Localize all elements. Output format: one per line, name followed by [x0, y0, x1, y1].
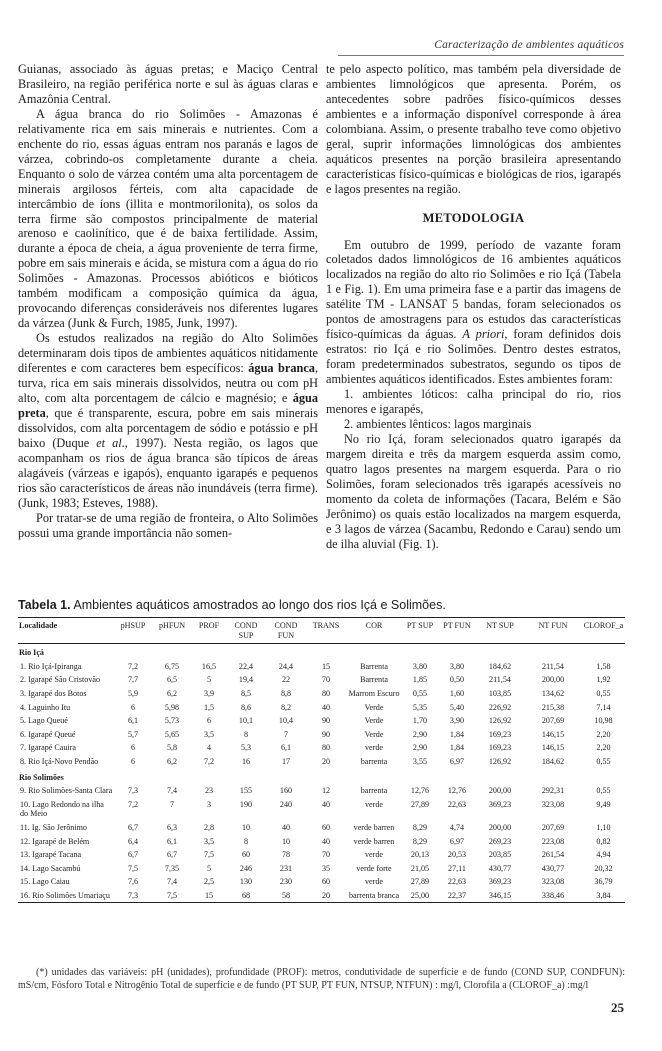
- table-cell: 25,00: [410, 890, 430, 900]
- right-column: [326, 62, 621, 552]
- table-row: [18, 755, 625, 769]
- table-cell: 20: [321, 890, 331, 900]
- table-cell: 4: [206, 743, 212, 753]
- table-cell: 169,23: [488, 743, 512, 753]
- table-cell: 2,5: [203, 877, 215, 887]
- table-cell: 7,4: [166, 877, 178, 887]
- table-cell: 6,7: [127, 822, 139, 832]
- table-cell: verde: [365, 799, 383, 809]
- table-cell: 6,75: [164, 661, 180, 671]
- table-caption: [18, 598, 446, 612]
- table-cell: 2,8: [203, 822, 215, 832]
- table-cell: 2,20: [596, 729, 611, 739]
- table-cell: verde: [365, 877, 383, 887]
- column-header: PROF: [198, 621, 220, 630]
- table-cell: 22,63: [447, 877, 467, 887]
- table-cell: 8,29: [412, 822, 428, 832]
- table-cell: 2,20: [596, 743, 611, 753]
- table-cell: Verde: [364, 702, 384, 712]
- table-cell: 22,37: [447, 890, 467, 900]
- table-cell: 3,90: [449, 716, 465, 726]
- paragraph: No rio Içá, foram selecionados quatro igarapés da margem direita e três da margem esquerda assim como, quatro lagos presentes na margem esquerda. Para o rio Solimões, foram selecionados três igarapés acessíveis no momento da coleta de informações (Tacara, Belém e São Jerônimo) os quais estão localizados na margem esquerda, e 3 lagos de várzea (Sacambu, Redondo e Carau) sendo um de ilha aluvial (Fig. 1).: [326, 431, 621, 551]
- table-cell: 7. Igarapé Cauira: [20, 743, 76, 753]
- table-cell: 1,60: [449, 688, 465, 698]
- table-section-row: [18, 769, 625, 785]
- table-row: [18, 848, 625, 862]
- table-cell: 80: [321, 743, 331, 753]
- table-cell: 5,73: [164, 716, 180, 726]
- table-footnote: (*) unidades das variáveis: pH (unidades), profundidade (PROF): metros, condutividade de superfície e de fundo (COND SUP, CONDFUN): mS/cm, Fósforo Total e Nitrogênio Total de superfície e de fundo (PT SUP, PT FUN, NTSUP, NTFUN) : mg/l, Clorofila a (CLOROF_a) :mg/l: [18, 967, 625, 991]
- table-cell: 6,5: [166, 675, 178, 685]
- table-cell: 3. Igarapé dos Botos: [20, 688, 87, 698]
- table-cell: 9,49: [596, 799, 611, 809]
- table-cell: 211,54: [489, 675, 511, 685]
- table-cell: 8: [243, 836, 249, 846]
- table-row: [18, 714, 625, 728]
- table-cell: 5,98: [164, 702, 180, 712]
- column-header: PT SUP: [406, 621, 434, 630]
- table-cell: 6: [206, 716, 212, 726]
- paragraph-text: , que é transparente, escura, pobre em sais minerais dissolvidos, com alta porcentagem de sódio e potássio e pH baixo (Duque: [18, 405, 318, 450]
- table-cell: 230: [279, 877, 293, 887]
- table-cell: 7,7: [127, 675, 139, 685]
- table-cell: 20,13: [410, 850, 430, 860]
- table-cell: 103,85: [488, 688, 512, 698]
- section-title: Rio Içá: [19, 648, 44, 658]
- table-cell: 68: [241, 890, 251, 900]
- column-header: COND SUP: [234, 621, 258, 640]
- table-row: [18, 798, 625, 821]
- table-cell: Barrenta: [360, 661, 388, 671]
- paragraph: Por tratar-se de uma região de fronteira, o Alto Solimões possui uma grande importância não somen-: [18, 510, 318, 540]
- table-cell: 35: [321, 863, 331, 873]
- table-cell: 184,62: [488, 661, 512, 671]
- table-cell: 246: [239, 863, 253, 873]
- table-cell: 23: [204, 786, 214, 796]
- table-cell: 4,94: [596, 850, 611, 860]
- table-header-row: [18, 618, 625, 644]
- italic-et-al: et al: [96, 435, 122, 450]
- table-cell: 60: [241, 850, 251, 860]
- table-cell: 20,53: [447, 850, 467, 860]
- table-cell: 346,15: [488, 890, 512, 900]
- column-header: PT FUN: [443, 621, 471, 630]
- table-cell: Marrom Escuro: [348, 688, 400, 698]
- table-cell: 5,8: [166, 743, 178, 753]
- table-cell: 6,2: [166, 756, 178, 766]
- table-cell: 323,08: [541, 799, 565, 809]
- table-cell: 6: [130, 743, 136, 753]
- section-heading: METODOLOGIA: [422, 210, 525, 225]
- column-header: TRANS: [312, 621, 340, 630]
- table-cell: 155: [239, 786, 253, 796]
- table-cell: 8,29: [412, 836, 428, 846]
- table-cell: Verde: [364, 716, 384, 726]
- paragraph-text: , turva, rica em sais minerais dissolvidos, neutra ou com pH alto, com alta porcentagem de cálcio e magnésio; e: [18, 361, 319, 405]
- table-cell: 40: [321, 836, 331, 846]
- table-cell: 5: [206, 675, 212, 685]
- table-cell: 6,97: [449, 756, 465, 766]
- table-cell: 430,77: [488, 863, 512, 873]
- table-cell: 6,4: [127, 836, 139, 846]
- table-cell: 16. Rio Solimões Umariaçu: [20, 890, 110, 900]
- table-cell: 40: [281, 822, 291, 832]
- column-header: NT SUP: [486, 621, 514, 630]
- table-cell: 6,1: [280, 743, 292, 753]
- table-cell: 16,5: [201, 661, 217, 671]
- table-cell: 0,55: [596, 786, 611, 796]
- table-cell: 0,55: [412, 688, 428, 698]
- column-header: pHSUP: [120, 621, 146, 630]
- table-row: [18, 660, 625, 674]
- bold-term-agua-preta: água preta: [18, 390, 318, 420]
- table-cell: 2. Igarapé São Cristovão: [20, 675, 101, 685]
- header-rule: [338, 55, 624, 56]
- table-cell: 1,84: [449, 729, 465, 739]
- table-cell: 261,54: [541, 850, 565, 860]
- paragraph: te pelo aspecto político, mas também pela diversidade de ambientes limnológicos que apresenta. Porém, os antecedentes sobre padrões físico-químicos desses ambientes e a informação disponível corresponde à área colombiana. Assim, o presente trabalho teve como objetivo geral, suprir informações limnológicas dos ambientes aquáticos presentes na porção brasileira apresentando características físico-químicas e biológicas de rios, igarapés e lagos presentes na região.: [326, 62, 621, 196]
- table-cell: barrenta branca: [348, 890, 400, 900]
- table-cell: 9. Rio Solimões-Santa Clara: [20, 786, 113, 796]
- table-cell: 184,62: [541, 756, 565, 766]
- table-cell: 6,97: [449, 836, 465, 846]
- table-cell: 0,55: [596, 688, 611, 698]
- table-cell: 231: [279, 863, 293, 873]
- table-cell: 200,00: [488, 822, 512, 832]
- table-cell: 36,79: [594, 877, 613, 887]
- table-cell: 60: [321, 877, 331, 887]
- table-cell: 3,5: [203, 729, 215, 739]
- table-cell: 13. Igarapé Tacana: [20, 850, 82, 860]
- table-body: [18, 644, 625, 903]
- italic-a-priori: A priori: [462, 327, 505, 342]
- table-cell: 6,1: [166, 836, 178, 846]
- table-cell: 0,50: [449, 675, 465, 685]
- paragraph: Guianas, associado às águas pretas; e Maciço Central Brasileiro, na região periférica norte e sul às águas claras e Amazônia Central.: [18, 62, 318, 106]
- table-cell: 27,89: [410, 877, 430, 887]
- table-cell: 27,89: [410, 799, 430, 809]
- list-item: 2. ambientes lênticos: lagos marginais: [344, 416, 532, 431]
- table-cell: 7,4: [166, 786, 178, 796]
- table-caption-label: Tabela 1.: [18, 598, 71, 612]
- table-cell: 3,80: [449, 661, 465, 671]
- table-cell: 126,92: [488, 716, 512, 726]
- table-cell: 1. Rio Içá-Ipiranga: [20, 661, 82, 671]
- paragraph: A água branca do rio Solimões - Amazonas é relativamente rica em sais minerais e nutrientes. Com a enchente do rio, essas águas entram nos paranás e lagos de várzea, cobrindo-os completamente durante a cheia. Enquanto o solo de várzea contém uma alta porcentagem de minerais argilosos férteis, com alta capacidade de intercâmbio de íons (illita e montmorilonita), os solos da terra firme são compostos principalmente de material arenoso e caolinítico, que é de baixa fertilidade. Assim, durante a época de cheia, a água proveniente de terra firme, pobre em sais minerais e ácida, se mistura com a água do rio Solimões - Amazonas. Processos abióticos e bióticos também modificam a composição química da água, provocando diferenças consideráveis nos diferentes lugares da várzea (Junk & Furch, 1985, Junk, 1997).: [18, 106, 318, 331]
- data-table: [18, 617, 625, 903]
- table-cell: 1,85: [412, 675, 428, 685]
- table-cell: 0,82: [596, 836, 611, 846]
- table-cell: 146,15: [541, 743, 565, 753]
- left-column: [18, 62, 318, 541]
- table-row: [18, 728, 625, 742]
- table-cell: 207,69: [541, 822, 565, 832]
- table-cell: 27,11: [448, 863, 466, 873]
- table-cell: 6: [130, 702, 136, 712]
- table-cell: 16: [241, 756, 251, 766]
- table-cell: 10. Lago Redondo na ilha do Meio: [20, 799, 104, 819]
- table-cell: verde forte: [356, 863, 392, 873]
- table-cell: 203,85: [488, 850, 512, 860]
- table-cell: 5: [206, 863, 212, 873]
- table-cell: 2,90: [412, 729, 428, 739]
- table-cell: 200,00: [488, 786, 512, 796]
- table-cell: 200,00: [541, 675, 565, 685]
- table-cell: 20,32: [594, 863, 613, 873]
- table-cell: 10: [281, 836, 291, 846]
- paragraph-text: Em outubro de 1999, período de vazante foram coletados dados limnológicos de 16 ambientes aquáticos localizados na região do alto rio Solimões e rio Içá (Tabela 1 e Fig. 1). Em uma primeira fase e a partir das imagens de satélite TM - LANSAT 5 bandas, foram selecionados os pontos de amostragens para os estudos das características físico-químicas da águas.: [326, 237, 621, 342]
- table-cell: 3: [206, 799, 212, 809]
- table-cell: 70: [321, 850, 331, 860]
- table-cell: 1,70: [412, 716, 428, 726]
- table-cell: 5. Lago Queué: [20, 716, 68, 726]
- table-cell: 130: [239, 877, 253, 887]
- table-cell: 1,84: [449, 743, 465, 753]
- table-cell: 3,84: [596, 890, 611, 900]
- table-cell: 169,23: [488, 729, 512, 739]
- table-cell: 3,5: [203, 836, 215, 846]
- table-row: [18, 821, 625, 835]
- table-cell: 160: [279, 786, 293, 796]
- table-cell: 7,2: [127, 661, 139, 671]
- table-cell: 78: [281, 850, 291, 860]
- table-cell: 292,31: [541, 786, 565, 796]
- section-title: Rio Solimões: [19, 772, 64, 782]
- table-cell: 226,92: [488, 702, 512, 712]
- table-cell: 8: [243, 729, 249, 739]
- table-cell: 5,40: [449, 702, 465, 712]
- table-cell: 1,58: [596, 661, 611, 671]
- table-cell: 369,23: [488, 799, 512, 809]
- list-item: 1. ambientes lóticos: calha principal do rio, rios menores e igarapés,: [326, 387, 621, 417]
- table-row: [18, 687, 625, 701]
- table-cell: 7,2: [127, 799, 139, 809]
- table-cell: 5,9: [127, 688, 139, 698]
- table-cell: 7,3: [127, 890, 139, 900]
- paragraph: [326, 238, 621, 388]
- table-header: [18, 618, 625, 644]
- table-cell: 211,54: [542, 661, 564, 671]
- table-cell: 7,6: [127, 877, 139, 887]
- table-cell: 6,1: [127, 716, 139, 726]
- table-cell: barrenta: [360, 756, 388, 766]
- table-cell: verde barren: [353, 822, 395, 832]
- table-cell: 338,46: [541, 890, 565, 900]
- table-cell: 207,69: [541, 716, 565, 726]
- table-cell: 10,4: [278, 716, 294, 726]
- table-cell: 70: [321, 675, 331, 685]
- column-header: COND FUN: [274, 621, 298, 640]
- table-cell: 1,92: [596, 675, 611, 685]
- table-cell: 7: [169, 799, 175, 809]
- table-cell: 80: [321, 688, 331, 698]
- table-cell: 146,15: [541, 729, 565, 739]
- table-cell: 11. Ig. São Jerônimo: [20, 822, 87, 832]
- table-cell: 8. Rio Içá-Novo Pendão: [20, 756, 99, 766]
- table-cell: 7,3: [127, 786, 139, 796]
- table-cell: 15. Lago Caiau: [20, 877, 70, 887]
- table-cell: 4,74: [449, 822, 465, 832]
- table-cell: 2,90: [412, 743, 428, 753]
- table-cell: 190: [239, 799, 253, 809]
- table-cell: 7,35: [164, 863, 180, 873]
- table-cell: 0,55: [596, 756, 611, 766]
- table-cell: 369,23: [488, 877, 512, 887]
- table-cell: 8,6: [240, 702, 252, 712]
- table-cell: 5,3: [240, 743, 252, 753]
- table-cell: 240: [279, 799, 293, 809]
- paragraph-text: Os estudos realizados na região do Alto Solimões determinaram dois tipos de ambientes aquáticos nitidamente diferentes e com caracteres bem específicos:: [18, 331, 318, 376]
- table-cell: 22: [281, 675, 291, 685]
- table-cell: 21,05: [410, 863, 430, 873]
- table-cell: 12,76: [447, 786, 467, 796]
- table-cell: 12,76: [410, 786, 430, 796]
- column-header: CLOROF_a: [583, 621, 624, 630]
- table-cell: 40: [321, 799, 331, 809]
- column-header: COR: [365, 621, 383, 630]
- page-number: 25: [611, 1000, 624, 1015]
- column-header: Localidade: [19, 621, 58, 630]
- table-cell: 22,63: [447, 799, 467, 809]
- table-row: [18, 889, 625, 903]
- table-cell: 3,9: [203, 688, 215, 698]
- paragraph: [18, 331, 318, 510]
- table-cell: 10: [241, 822, 251, 832]
- table-cell: 6,2: [166, 688, 178, 698]
- table-cell: 7,2: [203, 756, 215, 766]
- table-cell: 126,92: [488, 756, 512, 766]
- table-row: [18, 784, 625, 798]
- table-cell: 20: [321, 756, 331, 766]
- table-cell: 15: [204, 890, 214, 900]
- table-row: [18, 701, 625, 715]
- table-cell: 6,3: [166, 822, 178, 832]
- table-cell: 5,7: [127, 729, 139, 739]
- table-row: [18, 741, 625, 755]
- table-cell: Barrenta: [360, 675, 388, 685]
- table-cell: 6,7: [166, 850, 178, 860]
- table-cell: 3,80: [412, 661, 428, 671]
- table-cell: 90: [321, 716, 331, 726]
- table-cell: 22,4: [238, 661, 254, 671]
- table-cell: 3,55: [412, 756, 428, 766]
- table-cell: 12. Igarapé de Belém: [20, 836, 90, 846]
- table-cell: 15: [321, 661, 331, 671]
- table-cell: Verde: [364, 729, 384, 739]
- table-cell: 12: [321, 786, 331, 796]
- table-cell: 7,14: [596, 702, 611, 712]
- table-cell: 4. Laguinho Itu: [20, 702, 71, 712]
- table-cell: 5,65: [164, 729, 180, 739]
- column-header: NT FUN: [538, 621, 568, 630]
- table-cell: verde: [365, 743, 383, 753]
- table-row: [18, 673, 625, 687]
- table-cell: 6,7: [127, 850, 139, 860]
- bold-term-agua-branca: água branca: [248, 361, 315, 376]
- table-section-row: [18, 644, 625, 660]
- table-cell: 24,4: [278, 661, 294, 671]
- table-cell: 17: [281, 756, 291, 766]
- table-cell: barrenta: [360, 786, 388, 796]
- table-cell: 7,5: [166, 890, 178, 900]
- table-caption-text: Ambientes aquáticos amostrados ao longo dos rios Içá e Solimões.: [70, 598, 446, 612]
- table-cell: 6. Igarapé Queué: [20, 729, 76, 739]
- table-cell: 8,2: [280, 702, 292, 712]
- table-cell: 7: [283, 729, 289, 739]
- table-cell: 14. Lago Sacambú: [20, 863, 81, 873]
- table-cell: 40: [321, 702, 331, 712]
- table-cell: 7,5: [203, 850, 215, 860]
- paragraph-text: ., 1997). Nesta região, os lagos que acompanham os rios de água branca são típicos de áreas alagáveis (várzeas e igapós), enquanto igarapés e pequenos rios são característicos de áreas não inundáveis (terra firme). (Junk, 1983; Esteves, 1988).: [18, 435, 318, 510]
- table-row: [18, 875, 625, 889]
- table-cell: 7,5: [127, 863, 139, 873]
- paragraph-text: , foram definidos dois estratos: rio Içá e rio Solimões. Dentro destes estratos, foram predeterminados subestratos, segundo os tipos de ambientes aquáticos identificados. Estes ambientes foram:: [326, 327, 621, 387]
- table-cell: 1,5: [203, 702, 215, 712]
- table-row: [18, 862, 625, 876]
- table-cell: 134,62: [541, 688, 565, 698]
- running-header: Caracterização de ambientes aquáticos: [434, 39, 624, 51]
- table-cell: 215,38: [541, 702, 565, 712]
- table-cell: 90: [321, 729, 331, 739]
- table-cell: verde barren: [353, 836, 395, 846]
- table-cell: 430,77: [541, 863, 565, 873]
- table-cell: 10,1: [238, 716, 254, 726]
- table-cell: 10,98: [594, 716, 613, 726]
- table-cell: verde: [365, 850, 383, 860]
- table-cell: 6: [130, 756, 136, 766]
- table-row: [18, 835, 625, 849]
- table-cell: 5,35: [412, 702, 428, 712]
- table-cell: 323,08: [541, 877, 565, 887]
- table-cell: 1,10: [596, 822, 611, 832]
- table-cell: 19,4: [238, 675, 254, 685]
- table-cell: 60: [321, 822, 331, 832]
- column-header: pHFUN: [158, 621, 186, 630]
- table-cell: 8,8: [280, 688, 292, 698]
- table-cell: 269,23: [488, 836, 512, 846]
- table-cell: 58: [281, 890, 291, 900]
- table-cell: 8,5: [240, 688, 252, 698]
- table-cell: 223,08: [541, 836, 565, 846]
